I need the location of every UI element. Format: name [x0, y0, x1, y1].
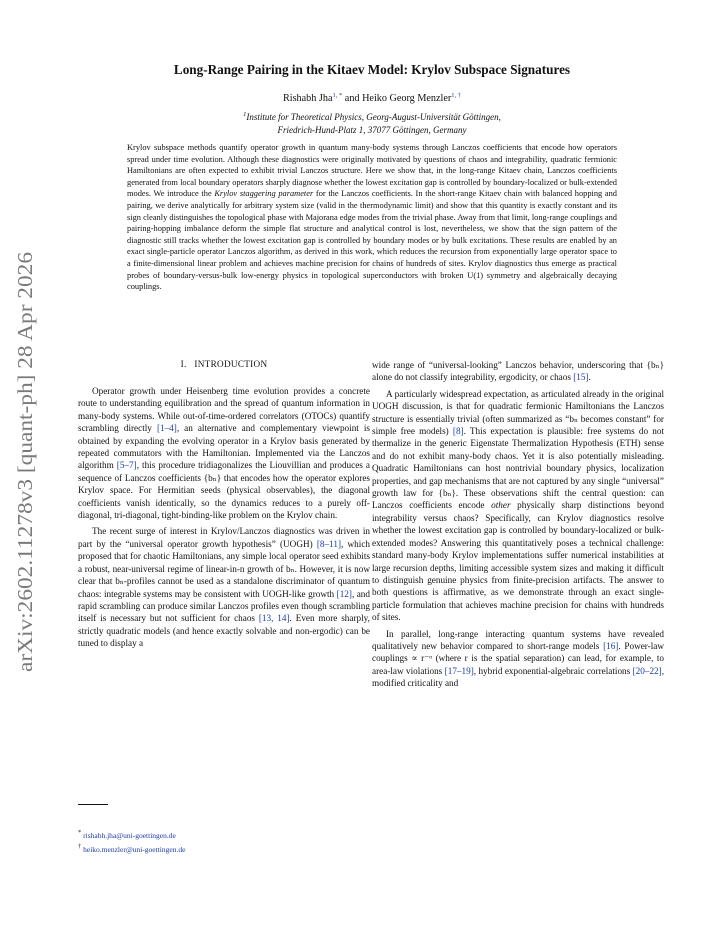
- citation-link[interactable]: [17–19]: [444, 665, 474, 676]
- affiliation-mark: 1: [243, 111, 247, 118]
- author-name: Rishabh Jha: [282, 93, 333, 104]
- paragraph: [78, 385, 370, 521]
- paragraph: [372, 359, 664, 384]
- footnote-mark: †: [78, 843, 82, 850]
- paragraph: [372, 388, 664, 624]
- left-column: [78, 385, 370, 650]
- paragraph-text: , and rapid scrambling can produce similar Lanczos profiles even though scrambling itself is necessary but not sufficient for chaos: [78, 588, 370, 624]
- abstract-text: for the Lanczos coefficients. In the short-range Kitaev chain with balanced hopping and pairing, we derive analytically for arbitrary system size (valid in the thermodynamic limit) and show that this quantity is exactly constant and its sign cleanly distinguishes the topological phase with Majorana edge modes from the trivial phase. Away from that limit, long-range couplings and pairing-hopping imbalance deform the simple flat structure and analytical control is lost, nevertheless, we show that the sign pattern of the diagnostic still tracks whether the lowest excitation gap is controlled by boundary modes or by bulk excitations. These results are enabled by an exact single-particle operator Lanczos algorithm, as derived in this work, which reduces the recursion from exponentially large operator space to a finite-dimensional linear problem and achieves machine precision for chains of hundreds of sites. Krylov diagnostics thus emerge as practical probes of boundary-versus-bulk low-energy physics in topological superconductors with broken U(1) symmetry and algebraically decaying couplings.: [127, 189, 617, 292]
- author-affiliation-mark[interactable]: 1, *: [332, 92, 343, 99]
- footnote: [78, 841, 370, 855]
- paragraph-text: physically sharp distinctions beyond integrability versus chaos? Specifically, can Krylov diagnostics resolve whether the lowest excitation gap is controlled by boundary-localized or bulk-extended modes? Answering this quantitatively poses a technical challenge: standard many-body Krylov implementations suffer numerical instabilities at large recursion depths, limiting accessible system sizes and making it difficult to distinguish genuine physics from finite-precision artifacts. The answer to both questions is affirmative, as we demonstrate through an exact single-particle formulation that achieves machine precision for chains with hundreds of sites.: [372, 500, 665, 623]
- citation-link[interactable]: [16]: [603, 640, 619, 651]
- arxiv-stamp-text: arXiv:2602.11278v3 [quant-ph] 28 Apr 2026: [13, 285, 37, 672]
- paragraph-text: The recent surge of interest in Krylov/Lanczos diagnostics was driven in part by the “universal operator growth hypothesis” (UOGH): [78, 526, 370, 549]
- affiliation-line: Institute for Theoretical Physics, Georg-August-Universität Göttingen,: [246, 112, 501, 122]
- section-number: I.: [180, 359, 187, 369]
- paragraph-text: . Power-law couplings ∝ r⁻ᵅ (where r is the spatial separation) can lead, for example, to area-law violations: [372, 640, 664, 676]
- abstract-emphasis: Krylov staggering parameter: [214, 189, 314, 199]
- paragraph-text: Operator growth under Heisenberg time evolution provides a concrete route to understanding equilibration and the spread of quantum information in many-body systems. While out-of-time-ordered correlators (OTOCs) quantify scrambling directly: [78, 386, 370, 434]
- paragraph-text: A particularly widespread expectation, as articulated already in the original UOGH discussion, is that for quadratic fermionic Hamiltonians the Lanczos structure is essentially trivial (often summarized as “bₙ becomes constant” for simple free models): [372, 388, 664, 437]
- paragraph-text: wide range of “universal-looking” Lanczos behavior, underscoring that {bₙ} alone do not classify integrability, ergodicity, or chaos: [372, 360, 664, 383]
- citation-link[interactable]: [12]: [336, 588, 352, 599]
- author-name: Heiko Georg Menzler: [362, 93, 452, 104]
- citation-link[interactable]: [13, 14]: [258, 613, 290, 624]
- right-column: [372, 359, 664, 690]
- footnote-mark: *: [78, 829, 82, 836]
- paragraph-text: . This expectation is plausible: free systems do not thermalize in the generic Eigenstate Thermalization Hypothesis (ETH) sense and do not exhibit many-body chaos. Yet it is also potentially misleading. Quadratic Hamiltonians can host nontrivial boundary physics, localization properties, and gap mechanisms that are not captured by any single “universal” growth law for {bₙ}. These observations shift the central question: can Lanczos coefficients encode: [372, 426, 664, 511]
- citation-link[interactable]: [8]: [452, 426, 464, 437]
- paragraph-text: In parallel, long-range interacting quantum systems have revealed qualitatively new behavior compared to short-range models: [372, 628, 664, 651]
- citation-link[interactable]: [1–4]: [156, 423, 177, 434]
- paragraph-text: .: [588, 372, 591, 383]
- paragraph-text: , hybrid exponential-algebraic correlations: [473, 665, 633, 676]
- section-heading: [78, 359, 370, 369]
- arxiv-stamp: [6, 248, 40, 672]
- footnotes: [78, 827, 370, 855]
- author-conjunction: and: [344, 93, 360, 104]
- paragraph-text: , this procedure tridiagonalizes the Liouvillian and produces a sequence of Lanczos coefficients {bₙ} that encodes how the operator explores Krylov space. For Hermitian seeds (physical observables), the diagonal coefficients vanish identically, so the dynamics reduces to a purely off-diagonal, tri-diagonal, tight-binding-like problem on the Krylov chain.: [78, 460, 370, 521]
- affiliation-line: Friedrich-Hund-Platz 1, 37077 Göttingen, Germany: [277, 125, 467, 135]
- citation-link[interactable]: [15]: [573, 372, 589, 383]
- paper-title: Long-Range Pairing in the Kitaev Model: Krylov Subspace Signatures: [173, 62, 571, 77]
- paragraph-text: , modified criticality and: [372, 665, 665, 689]
- paragraph: [78, 525, 370, 649]
- paragraph-text: , an alternative and complementary viewpoint is obtained by expanding the evolving operator in a Krylov basis generated by repeated commutators with the Hamiltonian. Implemented via the Lanczos algorithm: [78, 423, 370, 471]
- footnote-divider: [78, 804, 108, 805]
- paragraph-text: , which proposed that for chaotic Hamiltonians, any simple local operator seed exhibits a robust, near-universal regime of linear-in-n growth of bₙ. However, it is now clear that bₙ-profiles cannot be used as a standalone discriminator of quantum chaos: integrable systems may be consistent with UOGH-like growth: [78, 538, 370, 599]
- abstract: [127, 142, 617, 293]
- citation-link[interactable]: [5–7]: [116, 460, 137, 471]
- paragraph: [372, 628, 664, 690]
- abstract-text: Krylov subspace methods quantify operator growth in quantum many-body systems through Lanczos coefficients that encode how operators spread under time evolution. Although these diagnostics were originally motivated by questions of chaos and integrability, quadratic fermionic Hamiltonians are often expected to exhibit trivial Lanczos structure. Here we show that, in the long-range Kitaev chain, Lanczos coefficients generated from local boundary operators sharply diagnose whether the lowest excitation gap is controlled by boundary-localized or bulk-extended modes. We introduce the: [127, 143, 617, 199]
- citation-link[interactable]: [20–22]: [632, 665, 662, 676]
- affiliation: [80, 108, 664, 137]
- footnote: [78, 827, 370, 841]
- email-link[interactable]: heiko.menzler@uni-goettingen.de: [83, 845, 186, 854]
- author-affiliation-mark[interactable]: 1, †: [451, 92, 462, 99]
- email-link[interactable]: rishabh.jha@uni-goettingen.de: [83, 831, 176, 840]
- author-line: [80, 92, 664, 104]
- section-title: INTRODUCTION: [194, 359, 268, 369]
- emphasis: other: [491, 500, 511, 511]
- paragraph-text: . Even more sharply, strictly quadratic models (and hence exactly solvable and non-ergodic) can be tuned to display a: [78, 613, 370, 649]
- citation-link[interactable]: [8–11]: [316, 538, 342, 549]
